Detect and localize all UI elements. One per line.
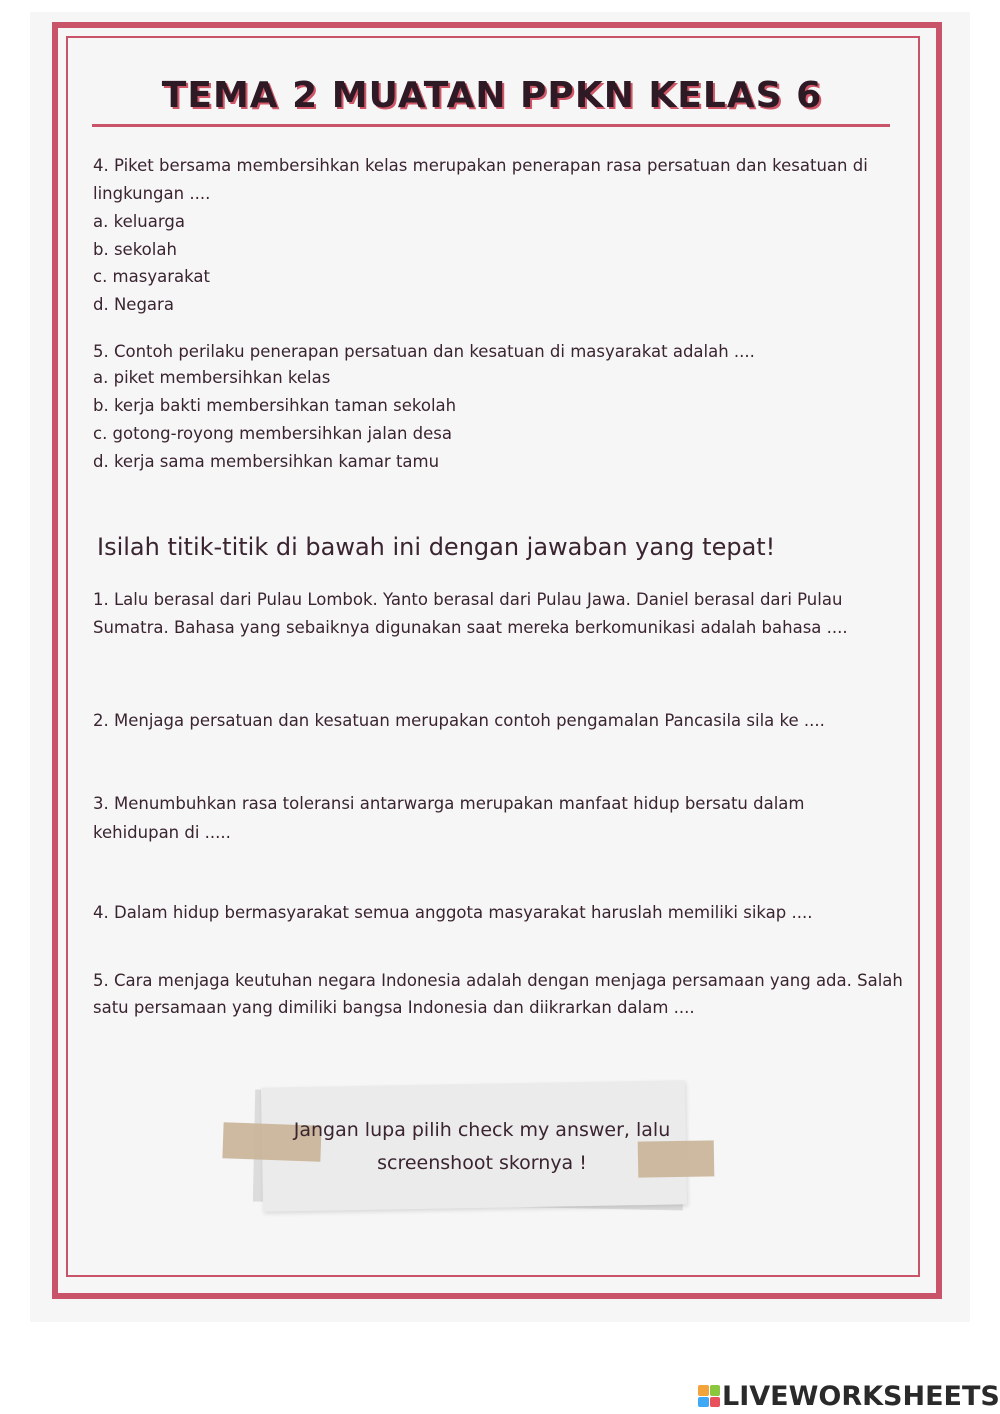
liveworksheets-icon [698, 1385, 720, 1407]
note-text-line-1: Jangan lupa pilih check my answer, lalu [293, 1119, 671, 1141]
answer-option-d[interactable]: d. kerja sama membersihkan kamar tamu [93, 452, 440, 471]
title-underline [92, 124, 890, 127]
answer-option-b[interactable]: b. sekolah [93, 240, 177, 259]
question-text: 5. Cara menjaga keutuhan negara Indonesia adalah dengan menjaga persamaan yang ada. Salah [93, 971, 903, 990]
question-text: 4. Dalam hidup bermasyarakat semua anggota masyarakat haruslah memiliki sikap .... [93, 903, 813, 922]
answer-option-b[interactable]: b. kerja bakti membersihkan taman sekolah [93, 396, 457, 415]
answer-option-a[interactable]: a. piket membersihkan kelas [93, 368, 331, 387]
question-text: kehidupan di ..... [93, 823, 231, 842]
question-text: 4. Piket bersama membersihkan kelas merupakan penerapan rasa persatuan dan kesatuan di [93, 156, 868, 175]
note-text-line-2: screenshoot skornya ! [377, 1152, 587, 1174]
question-text: 1. Lalu berasal dari Pulau Lombok. Yanto berasal dari Pulau Jawa. Daniel berasal dari Pulau [93, 590, 843, 609]
question-text: Sumatra. Bahasa yang sebaiknya digunakan saat mereka berkomunikasi adalah bahasa .... [93, 618, 848, 637]
question-text: 3. Menumbuhkan rasa toleransi antarwarga merupakan manfaat hidup bersatu dalam [93, 794, 805, 813]
answer-option-d[interactable]: d. Negara [93, 295, 174, 314]
page-title: TEMA 2 MUATAN PPKN KELAS 6 [161, 75, 823, 116]
question-text: satu persamaan yang dimiliki bangsa Indonesia dan diikrarkan dalam .... [93, 998, 695, 1017]
question-text: 2. Menjaga persatuan dan kesatuan merupakan contoh pengamalan Pancasila sila ke .... [93, 711, 825, 730]
liveworksheets-logo [698, 1378, 1000, 1414]
answer-option-c[interactable]: c. gotong-royong membersihkan jalan desa [93, 424, 452, 443]
note-paper [261, 1080, 687, 1211]
answer-option-a[interactable]: a. keluarga [93, 212, 185, 231]
answer-option-c[interactable]: c. masyarakat [93, 267, 210, 286]
fill-in-heading: Isilah titik-titik di bawah ini dengan jawaban yang tepat! [97, 533, 776, 561]
brand-name: LIVEWORKSHEETS [722, 1380, 1000, 1412]
question-text: 5. Contoh perilaku penerapan persatuan dan kesatuan di masyarakat adalah .... [93, 342, 755, 361]
question-text: lingkungan .... [93, 184, 211, 203]
